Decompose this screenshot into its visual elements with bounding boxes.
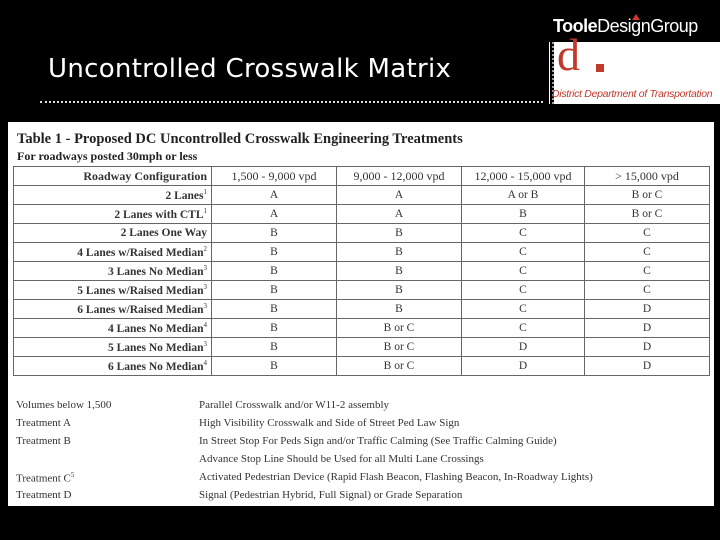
treatment-cell: B [212, 319, 337, 338]
treatment-cell: A [337, 205, 462, 224]
table-title: Table 1 - Proposed DC Uncontrolled Crosswalk Engineering Treatments [17, 131, 463, 147]
treatment-cell: A [212, 205, 337, 224]
treatment-cell: A or B [462, 186, 585, 205]
treatment-cell: B or C [585, 186, 710, 205]
note-text: In Street Stop For Peds Sign and/or Traffic Calming (See Traffic Calming Guide) [199, 435, 557, 447]
roadway-configuration-cell [14, 186, 212, 205]
treatment-cell: B [212, 338, 337, 357]
table-row [14, 243, 710, 262]
treatment-cell: B or C [337, 319, 462, 338]
table-row [14, 205, 710, 224]
logo-letter: d [557, 29, 580, 80]
table-subtitle: For roadways posted 30mph or less [17, 149, 198, 163]
roadway-label: 2 Lanes with CTL [114, 208, 204, 221]
table-row [14, 300, 710, 319]
note-label [16, 417, 196, 429]
treatment-cell: B [337, 262, 462, 281]
treatment-cell: A [212, 186, 337, 205]
footnote-marker: 2 [203, 245, 207, 254]
logo [549, 14, 720, 104]
footnote-marker: 4 [203, 321, 207, 330]
title-divider [40, 101, 543, 103]
logo-triangle-icon [632, 14, 640, 20]
treatment-cell: A [337, 186, 462, 205]
note-text: Parallel Crosswalk and/or W11-2 assembly [199, 399, 390, 411]
treatment-cell: D [462, 338, 585, 357]
note-text: High Visibility Crosswalk and Side of Street Ped Law Sign [199, 417, 460, 429]
crosswalk-matrix-table [13, 166, 710, 376]
note-text: Advance Stop Line Should be Used for all Multi Lane Crossings [199, 453, 484, 465]
treatment-cell: B [337, 300, 462, 319]
note-label [16, 435, 196, 447]
note-label-text: Treatment C [16, 472, 71, 485]
column-header: > 15,000 vpd [585, 167, 710, 186]
logo-department: District Department of Transportation [552, 88, 713, 100]
treatment-cell: B [462, 205, 585, 224]
treatment-cell: B [212, 224, 337, 243]
roadway-label: 6 Lanes w/Raised Median [77, 303, 204, 316]
roadway-configuration-cell [14, 262, 212, 281]
logo-dot-icon [596, 64, 604, 72]
roadway-configuration-cell [14, 319, 212, 338]
treatment-cell: B [212, 243, 337, 262]
note-label [16, 489, 196, 501]
table-header-row [14, 167, 710, 186]
treatment-cell: B [212, 281, 337, 300]
logo-brand-end: Group [650, 16, 698, 36]
table-row [14, 357, 710, 376]
treatment-cell: C [462, 243, 585, 262]
roadway-configuration-cell [14, 357, 212, 376]
treatment-cell: B [337, 243, 462, 262]
column-header: 9,000 - 12,000 vpd [337, 167, 462, 186]
treatment-cell: B or C [585, 205, 710, 224]
column-header: Roadway Configuration [14, 167, 212, 186]
footnote-marker: 1 [203, 207, 207, 216]
treatment-cell: B [337, 281, 462, 300]
roadway-configuration-cell [14, 205, 212, 224]
treatment-cell: C [585, 243, 710, 262]
treatment-cell: B [212, 357, 337, 376]
column-header: 1,500 - 9,000 vpd [212, 167, 337, 186]
footnote-marker: 3 [203, 283, 207, 292]
note-label-text: Volumes below 1,500 [16, 399, 112, 411]
footnote-marker: 3 [203, 302, 207, 311]
treatment-cell: D [585, 319, 710, 338]
roadway-configuration-cell [14, 243, 212, 262]
treatment-cell: D [585, 300, 710, 319]
logo-brand-mid: Design [597, 16, 651, 36]
note-label [16, 471, 196, 485]
footnote-marker: 1 [203, 188, 207, 197]
treatment-cell: D [585, 357, 710, 376]
footnote-marker: 5 [70, 471, 75, 479]
roadway-label: 6 Lanes No Median [107, 360, 204, 373]
note-label-text: Treatment B [16, 435, 71, 447]
treatment-cell: C [462, 300, 585, 319]
note-text: Activated Pedestrian Device (Rapid Flash Beacon, Flashing Beacon, In-Roadway Lights) [199, 471, 593, 483]
roadway-configuration-cell [14, 281, 212, 300]
treatment-cell: B or C [337, 357, 462, 376]
note-text: Signal (Pedestrian Hybrid, Full Signal) or Grade Separation [199, 489, 463, 501]
roadway-label: 2 Lanes One Way [120, 227, 207, 239]
column-header: 12,000 - 15,000 vpd [462, 167, 585, 186]
treatment-cell: C [585, 224, 710, 243]
footnote-marker: 3 [203, 264, 207, 273]
treatment-cell: B [212, 262, 337, 281]
treatment-cell: C [462, 281, 585, 300]
roadway-configuration-cell [14, 338, 212, 357]
roadway-label: 4 Lanes No Median [107, 322, 204, 335]
footnote-marker: 4 [203, 359, 207, 368]
table-row [14, 319, 710, 338]
treatment-cell: C [585, 281, 710, 300]
roadway-configuration-cell [14, 300, 212, 319]
table-row [14, 186, 710, 205]
roadway-label: 3 Lanes No Median [107, 265, 204, 278]
roadway-label: 5 Lanes w/Raised Median [77, 284, 204, 297]
note-label-text: Treatment A [16, 417, 71, 429]
table-row [14, 281, 710, 300]
table-row [14, 224, 710, 243]
table-row [14, 338, 710, 357]
roadway-label: 5 Lanes No Median [107, 341, 204, 354]
treatment-cell: B [337, 224, 462, 243]
treatment-cell: C [462, 224, 585, 243]
roadway-label: 2 Lanes [165, 189, 204, 202]
note-label [16, 399, 196, 411]
treatment-cell: D [462, 357, 585, 376]
footnote-marker: 3 [203, 340, 207, 349]
treatment-cell: C [462, 262, 585, 281]
treatment-cell: B [212, 300, 337, 319]
logo-brand-bold: Toole [553, 16, 598, 36]
document-image [8, 122, 714, 506]
slide-title: Uncontrolled Crosswalk Matrix [48, 54, 452, 84]
treatment-cell: B or C [337, 338, 462, 357]
table-row [14, 262, 710, 281]
note-label-text: Treatment D [16, 489, 72, 501]
treatment-cell: C [462, 319, 585, 338]
roadway-configuration-cell [14, 224, 212, 243]
treatment-cell: C [585, 262, 710, 281]
roadway-label: 4 Lanes w/Raised Median [77, 246, 204, 259]
treatment-cell: D [585, 338, 710, 357]
